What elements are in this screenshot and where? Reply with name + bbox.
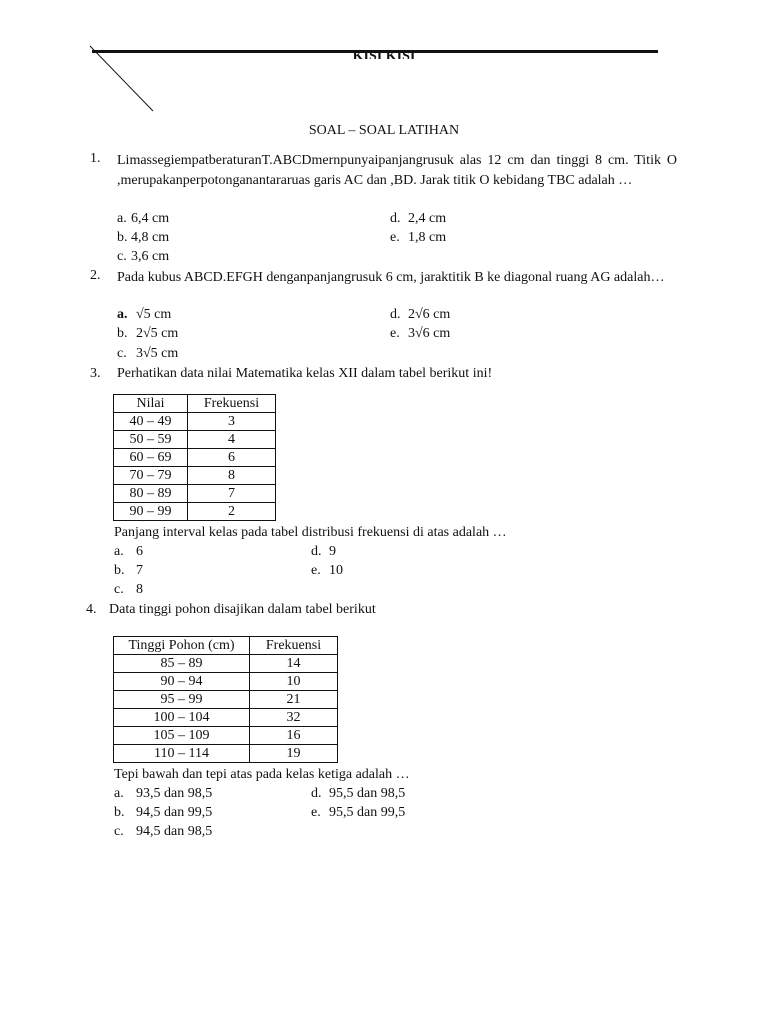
option-text: 2√5 cm (136, 326, 179, 341)
option-label: a. (117, 211, 127, 226)
option-text: 2,4 cm (408, 211, 447, 226)
table-cell: 7 (188, 485, 276, 503)
option-label: a. (114, 544, 124, 559)
option-text: 8 (136, 582, 143, 597)
table-cell: 110 – 114 (114, 745, 250, 763)
option-label: c. (114, 582, 124, 597)
table-header-row (114, 637, 338, 655)
option-label: b. (117, 230, 128, 245)
table-row (114, 467, 276, 485)
table-cell: 40 – 49 (114, 413, 188, 431)
table-cell: 90 – 94 (114, 673, 250, 691)
data-table (113, 394, 276, 521)
option-text: 4,8 cm (131, 230, 170, 245)
option-text: 6,4 cm (131, 211, 170, 226)
question-number: 4. (86, 602, 97, 617)
option-text: 95,5 dan 98,5 (329, 786, 406, 801)
table-row (114, 413, 276, 431)
question-number: 1. (90, 151, 101, 166)
option-label: a. (117, 307, 128, 322)
table-cell: 50 – 59 (114, 431, 188, 449)
option-label: d. (311, 544, 322, 559)
option-label: a. (114, 786, 124, 801)
table-header-cell: Frekuensi (188, 395, 276, 413)
table-header-cell: Frekuensi (250, 637, 338, 655)
option-label: c. (117, 346, 127, 361)
table-cell: 14 (250, 655, 338, 673)
question-text: Pada kubus ABCD.EFGH denganpanjangrusuk 6 cm, jaraktitik B ke diagonal ruang AG adalah… (117, 270, 665, 285)
option-text: 10 (329, 563, 343, 578)
table-row (114, 503, 276, 521)
table-header-cell: Tinggi Pohon (cm) (114, 637, 250, 655)
option-text: 3√5 cm (136, 346, 179, 361)
option-text: 3√6 cm (408, 326, 451, 341)
table-cell: 85 – 89 (114, 655, 250, 673)
question-number: 2. (90, 268, 101, 283)
option-text: 7 (136, 563, 143, 578)
option-text: 1,8 cm (408, 230, 447, 245)
table-row (114, 485, 276, 503)
table-cell: 60 – 69 (114, 449, 188, 467)
option-label: d. (390, 307, 401, 322)
option-label: d. (390, 211, 401, 226)
option-text: √5 cm (136, 307, 172, 322)
option-label: e. (311, 563, 321, 578)
table-row (114, 745, 338, 763)
table-row (114, 727, 338, 745)
option-label: c. (114, 824, 124, 839)
table-row (114, 709, 338, 727)
option-text: 6 (136, 544, 143, 559)
table-cell: 90 – 99 (114, 503, 188, 521)
option-label: b. (114, 563, 125, 578)
option-label: e. (390, 326, 400, 341)
page-subtitle: SOAL – SOAL LATIHAN (308, 123, 460, 138)
page-title: KISI KISI (352, 50, 416, 59)
table-header-cell: Nilai (114, 395, 188, 413)
table-cell: 3 (188, 413, 276, 431)
table-cell: 100 – 104 (114, 709, 250, 727)
question-number: 3. (90, 366, 101, 381)
table-cell: 16 (250, 727, 338, 745)
table-cell: 10 (250, 673, 338, 691)
option-label: c. (117, 249, 127, 264)
table-header-row (114, 395, 276, 413)
table-cell: 2 (188, 503, 276, 521)
table-cell: 4 (188, 431, 276, 449)
question-prompt: Panjang interval kelas pada tabel distribusi frekuensi di atas adalah … (114, 525, 507, 540)
table-row (114, 673, 338, 691)
data-table (113, 636, 338, 763)
option-label: e. (311, 805, 321, 820)
table-cell: 21 (250, 691, 338, 709)
option-label: e. (390, 230, 400, 245)
option-text: 9 (329, 544, 336, 559)
option-text: 3,6 cm (131, 249, 170, 264)
option-label: d. (311, 786, 322, 801)
table-row (114, 691, 338, 709)
table-cell: 8 (188, 467, 276, 485)
table-cell: 32 (250, 709, 338, 727)
option-text: 95,5 dan 99,5 (329, 805, 406, 820)
option-text: 2√6 cm (408, 307, 451, 322)
table-cell: 105 – 109 (114, 727, 250, 745)
option-label: b. (117, 326, 128, 341)
table-row (114, 655, 338, 673)
option-text: 94,5 dan 99,5 (136, 805, 213, 820)
question-prompt: Tepi bawah dan tepi atas pada kelas ketiga adalah … (114, 767, 410, 782)
table-cell: 80 – 89 (114, 485, 188, 503)
option-text: 94,5 dan 98,5 (136, 824, 213, 839)
question-text: Perhatikan data nilai Matematika kelas XII dalam tabel berikut ini! (117, 366, 493, 381)
table-row (114, 431, 276, 449)
option-label: b. (114, 805, 125, 820)
table-cell: 95 – 99 (114, 691, 250, 709)
table-cell: 70 – 79 (114, 467, 188, 485)
question-text: LimassegiempatberaturanT.ABCDmernpunyaipanjangrusuk alas 12 cm dan tinggi 8 cm. Titik O ,merupakanperpotonganantararuas garis AC dan ,BD. Jarak titik O kebidang TBC adalah … (117, 153, 677, 188)
question-text: Data tinggi pohon disajikan dalam tabel berikut (109, 602, 376, 617)
option-text: 93,5 dan 98,5 (136, 786, 213, 801)
table-cell: 6 (188, 449, 276, 467)
table-cell: 19 (250, 745, 338, 763)
table-row (114, 449, 276, 467)
